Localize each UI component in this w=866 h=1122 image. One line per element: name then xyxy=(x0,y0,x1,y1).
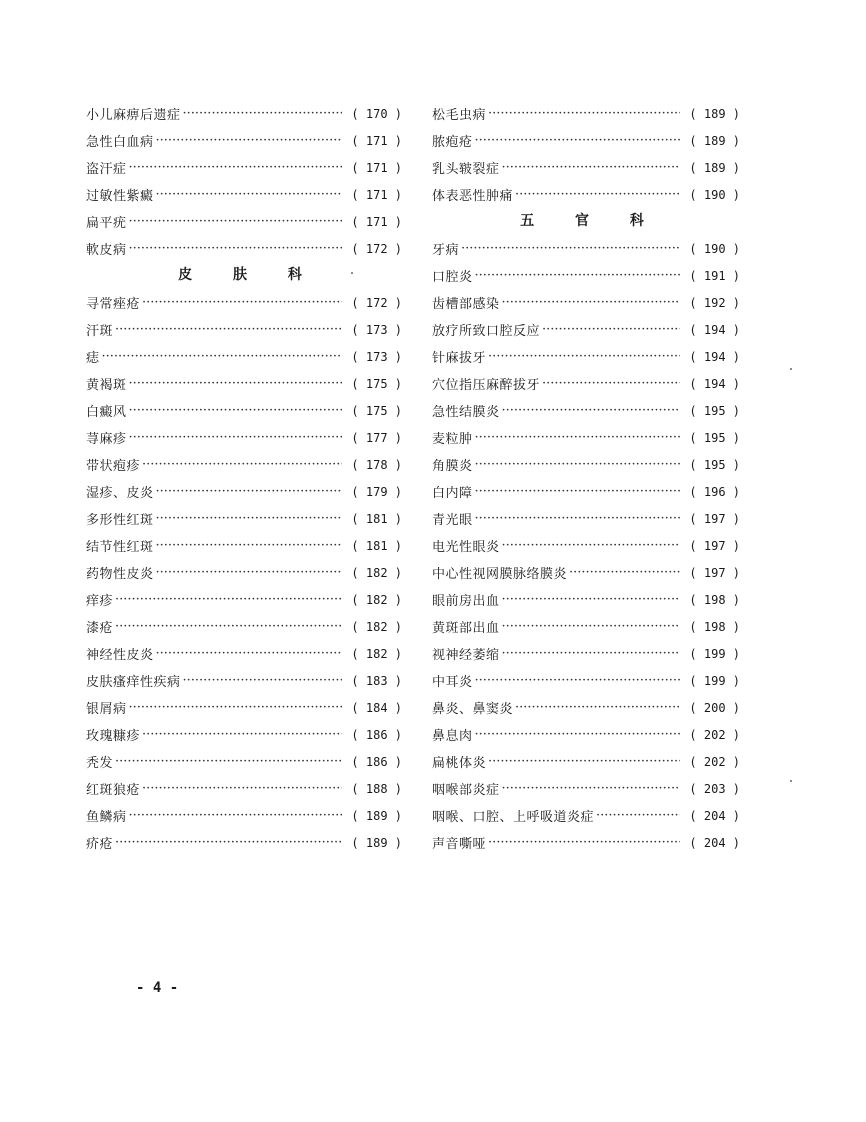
entry-page-number: ( 186 ) xyxy=(351,754,402,769)
toc-entry xyxy=(432,559,740,586)
scan-speck xyxy=(351,272,353,274)
entry-title: 急性结膜炎 xyxy=(432,405,500,420)
entry-page-number: ( 192 ) xyxy=(689,295,740,310)
toc-entry xyxy=(432,100,740,127)
dot-leader xyxy=(115,835,342,850)
dot-leader xyxy=(129,376,342,391)
entry-title: 小儿麻痹后遗症 xyxy=(86,108,181,123)
toc-entry xyxy=(432,505,740,532)
toc-entry xyxy=(86,802,402,829)
toc-entry xyxy=(432,370,740,397)
dot-leader xyxy=(502,403,680,418)
toc-entry xyxy=(432,289,740,316)
toc-entry xyxy=(432,262,740,289)
entry-title: 穴位指压麻醉拔牙 xyxy=(432,378,541,393)
toc-entry xyxy=(432,181,740,208)
toc-entry xyxy=(432,316,740,343)
dot-leader xyxy=(115,322,342,337)
entry-page-number: ( 202 ) xyxy=(689,727,740,742)
entry-page-number: ( 173 ) xyxy=(351,322,402,337)
entry-page-number: ( 194 ) xyxy=(689,376,740,391)
toc-entry xyxy=(86,370,402,397)
entry-title: 视神经萎缩 xyxy=(432,648,500,663)
dot-leader xyxy=(475,727,680,742)
entry-title: 咽喉、口腔、上呼吸道炎症 xyxy=(432,810,595,825)
entry-title: 针麻拔牙 xyxy=(432,351,487,366)
entry-title: 黄斑部出血 xyxy=(432,621,500,636)
entry-page-number: ( 172 ) xyxy=(351,241,402,256)
entry-page-number: ( 181 ) xyxy=(351,538,402,553)
dot-leader xyxy=(515,187,680,202)
toc-entry xyxy=(86,775,402,802)
toc-entry xyxy=(432,478,740,505)
entry-title: 軟皮病 xyxy=(86,243,127,258)
entry-page-number: ( 190 ) xyxy=(689,187,740,202)
dot-leader xyxy=(475,484,680,499)
entry-page-number: ( 195 ) xyxy=(689,457,740,472)
scan-speck xyxy=(790,368,792,370)
entry-title: 红斑狼疮 xyxy=(86,783,141,798)
toc-entry xyxy=(432,235,740,262)
entry-page-number: ( 171 ) xyxy=(351,187,402,202)
entry-page-number: ( 182 ) xyxy=(351,646,402,661)
dot-leader xyxy=(502,295,680,310)
toc-entry xyxy=(86,667,402,694)
entry-title: 银屑病 xyxy=(86,702,127,717)
entry-title: 黄褐斑 xyxy=(86,378,127,393)
entry-title: 过敏性紫癜 xyxy=(86,189,154,204)
dot-leader xyxy=(129,403,342,418)
dot-leader xyxy=(475,133,680,148)
toc-entry xyxy=(86,532,402,559)
entry-page-number: ( 190 ) xyxy=(689,241,740,256)
dot-leader xyxy=(488,754,680,769)
toc-entry xyxy=(86,586,402,613)
toc-entry xyxy=(432,748,740,775)
toc-entry xyxy=(86,316,402,343)
entry-title: 疥疮 xyxy=(86,837,114,852)
entry-page-number: ( 173 ) xyxy=(351,349,402,364)
toc-entry xyxy=(86,613,402,640)
dot-leader xyxy=(129,214,342,229)
toc-entry xyxy=(86,343,402,370)
toc-entry xyxy=(86,424,402,451)
section-heading: 五 官 科 xyxy=(520,213,662,229)
entry-page-number: ( 182 ) xyxy=(351,565,402,580)
entry-page-number: ( 197 ) xyxy=(689,511,740,526)
entry-title: 鱼鳞病 xyxy=(86,810,127,825)
dot-leader xyxy=(129,808,342,823)
dot-leader xyxy=(156,484,342,499)
dot-leader xyxy=(115,619,342,634)
entry-title: 结节性红斑 xyxy=(86,540,154,555)
dot-leader xyxy=(461,241,680,256)
dot-leader xyxy=(542,322,680,337)
entry-page-number: ( 200 ) xyxy=(689,700,740,715)
entry-title: 急性白血病 xyxy=(86,135,154,150)
entry-title: 齿槽部感染 xyxy=(432,297,500,312)
toc-entry xyxy=(86,505,402,532)
toc-entry xyxy=(86,154,402,181)
toc-entry xyxy=(86,478,402,505)
dot-leader xyxy=(156,565,342,580)
entry-page-number: ( 191 ) xyxy=(689,268,740,283)
dot-leader xyxy=(102,349,342,364)
entry-page-number: ( 198 ) xyxy=(689,619,740,634)
dot-leader xyxy=(502,538,680,553)
entry-page-number: ( 197 ) xyxy=(689,538,740,553)
dot-leader xyxy=(502,619,680,634)
toc-entry xyxy=(432,829,740,856)
entry-title: 松毛虫病 xyxy=(432,108,487,123)
dot-leader xyxy=(502,160,680,175)
entry-page-number: ( 196 ) xyxy=(689,484,740,499)
section-heading: 皮 肤 科 xyxy=(178,267,320,283)
entry-title: 寻常痤疮 xyxy=(86,297,141,312)
dot-leader xyxy=(569,565,680,580)
dot-leader xyxy=(475,457,680,472)
entry-page-number: ( 184 ) xyxy=(351,700,402,715)
entry-page-number: ( 204 ) xyxy=(689,808,740,823)
entry-title: 放疗所致口腔反应 xyxy=(432,324,541,339)
dot-leader xyxy=(475,268,680,283)
entry-page-number: ( 186 ) xyxy=(351,727,402,742)
entry-title: 痣 xyxy=(86,351,100,366)
entry-page-number: ( 182 ) xyxy=(351,592,402,607)
dot-leader xyxy=(515,700,680,715)
entry-title: 鼻炎、鼻窦炎 xyxy=(432,702,514,717)
toc-entry xyxy=(432,640,740,667)
dot-leader xyxy=(142,781,342,796)
entry-page-number: ( 189 ) xyxy=(689,160,740,175)
entry-page-number: ( 175 ) xyxy=(351,403,402,418)
entry-page-number: ( 197 ) xyxy=(689,565,740,580)
entry-title: 湿疹、皮炎 xyxy=(86,486,154,501)
toc-entry xyxy=(432,532,740,559)
toc-entry xyxy=(432,667,740,694)
toc-entry xyxy=(86,640,402,667)
dot-leader xyxy=(142,457,342,472)
entry-page-number: ( 179 ) xyxy=(351,484,402,499)
entry-page-number: ( 198 ) xyxy=(689,592,740,607)
entry-page-number: ( 171 ) xyxy=(351,133,402,148)
toc-entry xyxy=(432,343,740,370)
dot-leader xyxy=(502,781,680,796)
entry-title: 荨麻疹 xyxy=(86,432,127,447)
dot-leader xyxy=(475,430,680,445)
toc-entry xyxy=(86,748,402,775)
entry-title: 痒疹 xyxy=(86,594,114,609)
entry-page-number: ( 199 ) xyxy=(689,646,740,661)
entry-page-number: ( 189 ) xyxy=(351,808,402,823)
entry-page-number: ( 188 ) xyxy=(351,781,402,796)
toc-entry xyxy=(432,451,740,478)
entry-page-number: ( 175 ) xyxy=(351,376,402,391)
entry-page-number: ( 195 ) xyxy=(689,403,740,418)
entry-title: 皮肤瘙痒性疾病 xyxy=(86,675,181,690)
dot-leader xyxy=(475,511,680,526)
toc-entry xyxy=(86,559,402,586)
dot-leader xyxy=(475,673,680,688)
entry-page-number: ( 177 ) xyxy=(351,430,402,445)
dot-leader xyxy=(156,187,342,202)
entry-page-number: ( 171 ) xyxy=(351,214,402,229)
toc-left-column xyxy=(86,100,402,856)
entry-page-number: ( 189 ) xyxy=(689,133,740,148)
dot-leader xyxy=(488,106,680,121)
entry-page-number: ( 178 ) xyxy=(351,457,402,472)
dot-leader xyxy=(142,295,342,310)
dot-leader xyxy=(183,106,342,121)
entry-page-number: ( 202 ) xyxy=(689,754,740,769)
entry-title: 麦粒肿 xyxy=(432,432,473,447)
entry-page-number: ( 203 ) xyxy=(689,781,740,796)
toc-entry xyxy=(432,613,740,640)
entry-page-number: ( 189 ) xyxy=(689,106,740,121)
dot-leader xyxy=(129,241,342,256)
entry-page-number: ( 172 ) xyxy=(351,295,402,310)
entry-title: 体表恶性肿痛 xyxy=(432,189,514,204)
entry-page-number: ( 171 ) xyxy=(351,160,402,175)
entry-title: 电光性眼炎 xyxy=(432,540,500,555)
entry-page-number: ( 189 ) xyxy=(351,835,402,850)
toc-entry xyxy=(432,424,740,451)
entry-page-number: ( 170 ) xyxy=(351,106,402,121)
dot-leader xyxy=(488,349,680,364)
entry-page-number: ( 182 ) xyxy=(351,619,402,634)
toc-entry xyxy=(432,721,740,748)
entry-title: 青光眼 xyxy=(432,513,473,528)
entry-title: 扁桃体炎 xyxy=(432,756,487,771)
entry-title: 眼前房出血 xyxy=(432,594,500,609)
entry-title: 中耳炎 xyxy=(432,675,473,690)
dot-leader xyxy=(142,727,342,742)
dot-leader xyxy=(156,538,342,553)
dot-leader xyxy=(156,511,342,526)
entry-title: 白癜风 xyxy=(86,405,127,420)
dot-leader xyxy=(542,376,680,391)
entry-title: 漆疮 xyxy=(86,621,114,636)
dot-leader xyxy=(156,133,342,148)
entry-page-number: ( 204 ) xyxy=(689,835,740,850)
dot-leader xyxy=(115,592,342,607)
toc-entry xyxy=(432,775,740,802)
dot-leader xyxy=(488,835,680,850)
dot-leader xyxy=(129,160,342,175)
dot-leader xyxy=(129,700,342,715)
toc-entry xyxy=(432,397,740,424)
entry-title: 盗汗症 xyxy=(86,162,127,177)
toc-entry xyxy=(432,154,740,181)
entry-title: 汗斑 xyxy=(86,324,114,339)
dot-leader xyxy=(183,673,342,688)
dot-leader xyxy=(156,646,342,661)
entry-title: 玫瑰糠疹 xyxy=(86,729,141,744)
toc-entry xyxy=(86,289,402,316)
toc-entry xyxy=(432,802,740,829)
entry-title: 咽喉部炎症 xyxy=(432,783,500,798)
toc-entry xyxy=(86,100,402,127)
entry-title: 药物性皮炎 xyxy=(86,567,154,582)
dot-leader xyxy=(502,646,680,661)
entry-title: 中心性视网膜脉络膜炎 xyxy=(432,567,568,582)
entry-title: 多形性红斑 xyxy=(86,513,154,528)
toc-entry xyxy=(86,829,402,856)
toc-entry xyxy=(432,694,740,721)
scan-speck xyxy=(790,780,792,782)
toc-right-column xyxy=(432,100,740,856)
toc-entry xyxy=(86,721,402,748)
entry-title: 扁平疣 xyxy=(86,216,127,231)
toc-entry xyxy=(86,451,402,478)
entry-page-number: ( 194 ) xyxy=(689,322,740,337)
toc-entry xyxy=(86,694,402,721)
dot-leader xyxy=(596,808,680,823)
toc-entry xyxy=(86,235,402,262)
toc-entry xyxy=(432,127,740,154)
toc-entry xyxy=(86,181,402,208)
entry-page-number: ( 199 ) xyxy=(689,673,740,688)
entry-title: 脓疱疮 xyxy=(432,135,473,150)
dot-leader xyxy=(115,754,342,769)
entry-title: 角膜炎 xyxy=(432,459,473,474)
entry-page-number: ( 194 ) xyxy=(689,349,740,364)
entry-page-number: ( 181 ) xyxy=(351,511,402,526)
entry-title: 口腔炎 xyxy=(432,270,473,285)
toc-entry xyxy=(86,127,402,154)
entry-title: 声音嘶哑 xyxy=(432,837,487,852)
toc-entry xyxy=(86,208,402,235)
entry-title: 牙病 xyxy=(432,243,460,258)
entry-title: 带状疱疹 xyxy=(86,459,141,474)
entry-title: 神经性皮炎 xyxy=(86,648,154,663)
page-number: - 4 - xyxy=(136,980,179,996)
entry-title: 白内障 xyxy=(432,486,473,501)
entry-page-number: ( 183 ) xyxy=(351,673,402,688)
toc-entry xyxy=(86,397,402,424)
toc-entry xyxy=(432,586,740,613)
entry-title: 鼻息肉 xyxy=(432,729,473,744)
entry-title: 秃发 xyxy=(86,756,114,771)
dot-leader xyxy=(502,592,680,607)
entry-title: 乳头皲裂症 xyxy=(432,162,500,177)
entry-page-number: ( 195 ) xyxy=(689,430,740,445)
dot-leader xyxy=(129,430,342,445)
